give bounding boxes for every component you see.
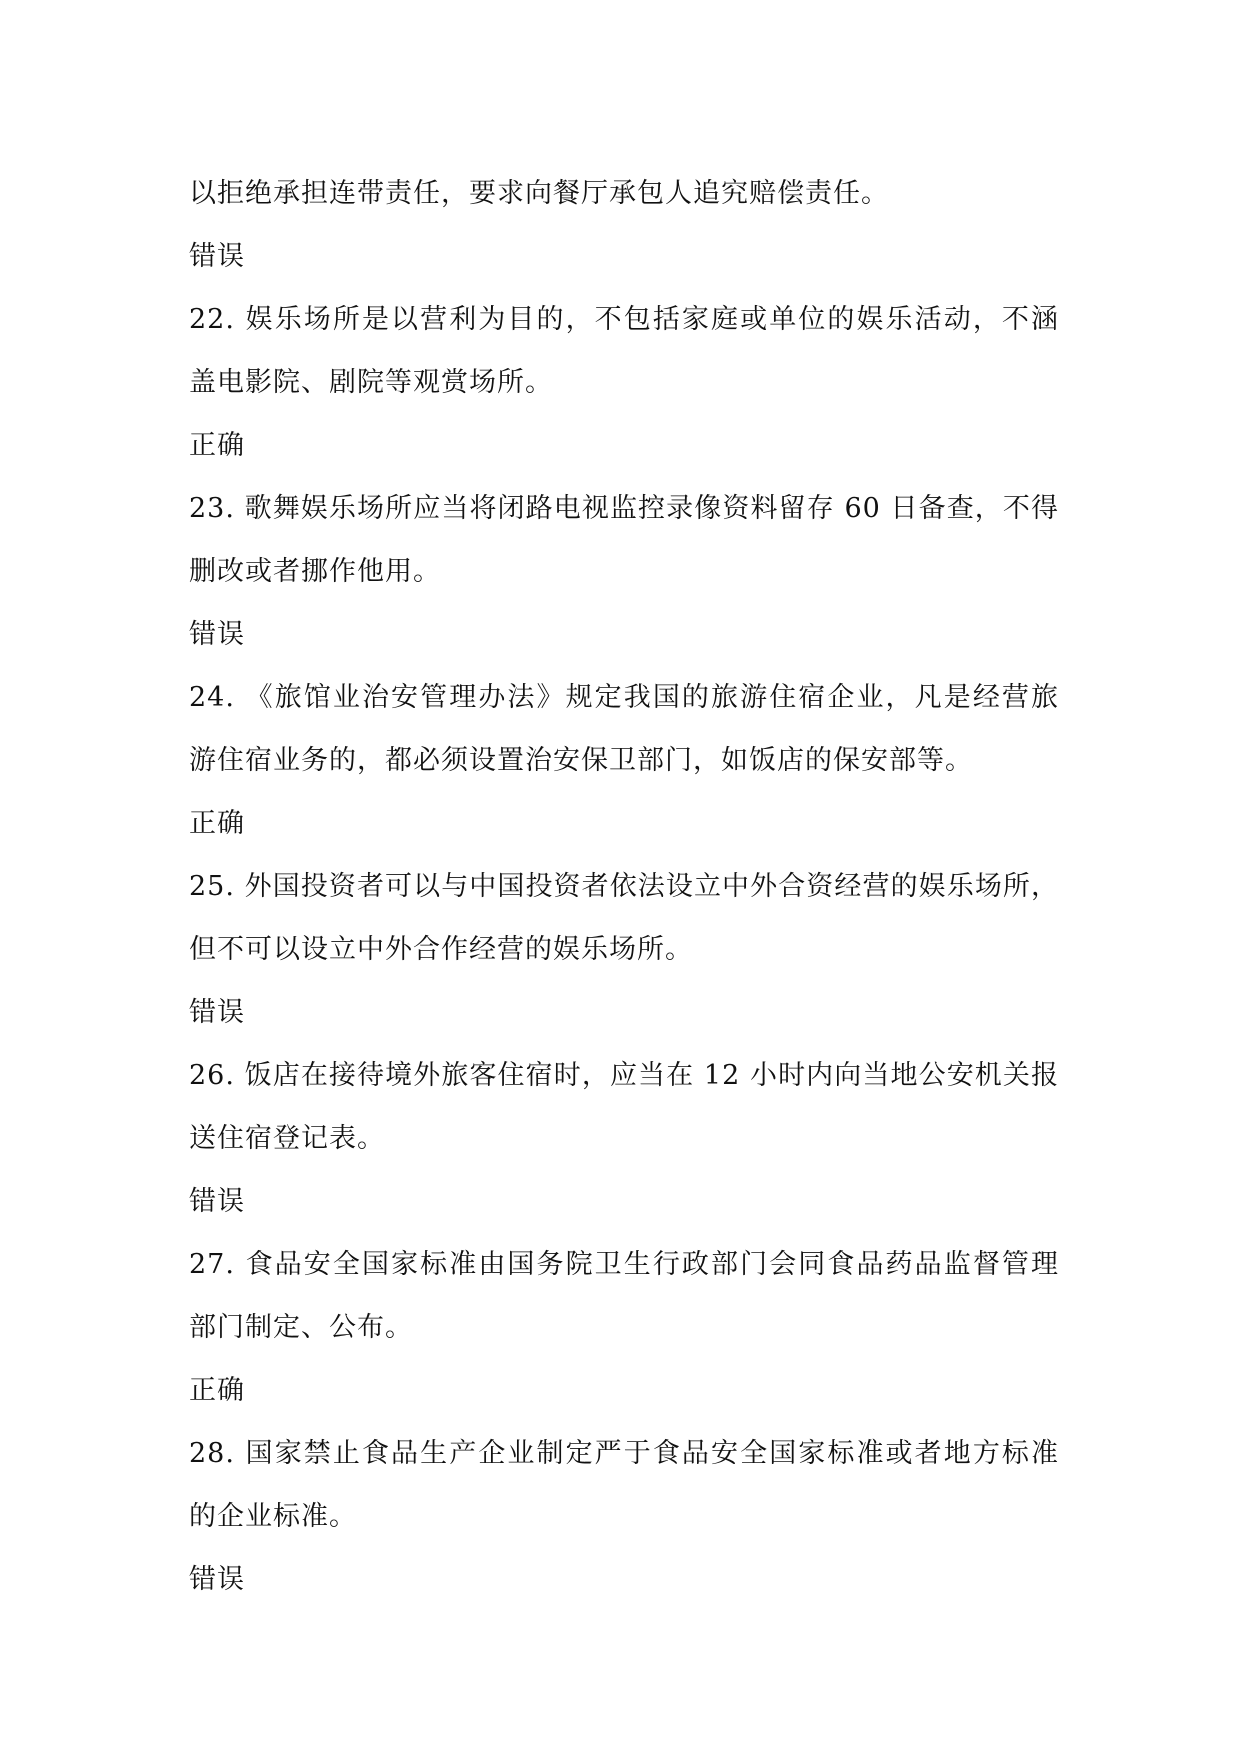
answer-line: 错误: [189, 1186, 245, 1217]
answer-line: 错误: [189, 997, 245, 1028]
text-line: 部门制定、公布。: [189, 1312, 413, 1343]
text-line: 以拒绝承担连带责任，要求向餐厅承包人追究赔偿责任。: [189, 178, 889, 209]
answer-line: 正确: [189, 808, 245, 839]
question-line: 22. 娱乐场所是以营利为目的，不包括家庭或单位的娱乐活动，不涵: [189, 304, 1059, 335]
question-line: 26. 饭店在接待境外旅客住宿时，应当在 12 小时内向当地公安机关报: [189, 1060, 1059, 1091]
answer-line: 正确: [189, 1375, 245, 1406]
answer-line: 正确: [189, 430, 245, 461]
question-line: 28. 国家禁止食品生产企业制定严于食品安全国家标准或者地方标准: [189, 1438, 1059, 1469]
answer-line: 错误: [189, 1564, 245, 1595]
answer-line: 错误: [189, 241, 245, 272]
question-line: 23. 歌舞娱乐场所应当将闭路电视监控录像资料留存 60 日备查，不得: [189, 493, 1059, 524]
answer-line: 错误: [189, 619, 245, 650]
question-line: 27. 食品安全国家标准由国务院卫生行政部门会同食品药品监督管理: [189, 1249, 1059, 1280]
question-line: 25. 外国投资者可以与中国投资者依法设立中外合资经营的娱乐场所，: [189, 871, 1059, 902]
text-line: 删改或者挪作他用。: [189, 556, 441, 587]
text-line: 盖电影院、剧院等观赏场所。: [189, 367, 553, 398]
text-line: 游住宿业务的，都必须设置治安保卫部门，如饭店的保安部等。: [189, 745, 973, 776]
text-line: 的企业标准。: [189, 1501, 357, 1532]
text-line: 送住宿登记表。: [189, 1123, 385, 1154]
document-body: [189, 162, 1059, 1611]
text-line: 但不可以设立中外合作经营的娱乐场所。: [189, 934, 693, 965]
question-line: 24. 《旅馆业治安管理办法》规定我国的旅游住宿企业，凡是经营旅: [189, 682, 1059, 713]
